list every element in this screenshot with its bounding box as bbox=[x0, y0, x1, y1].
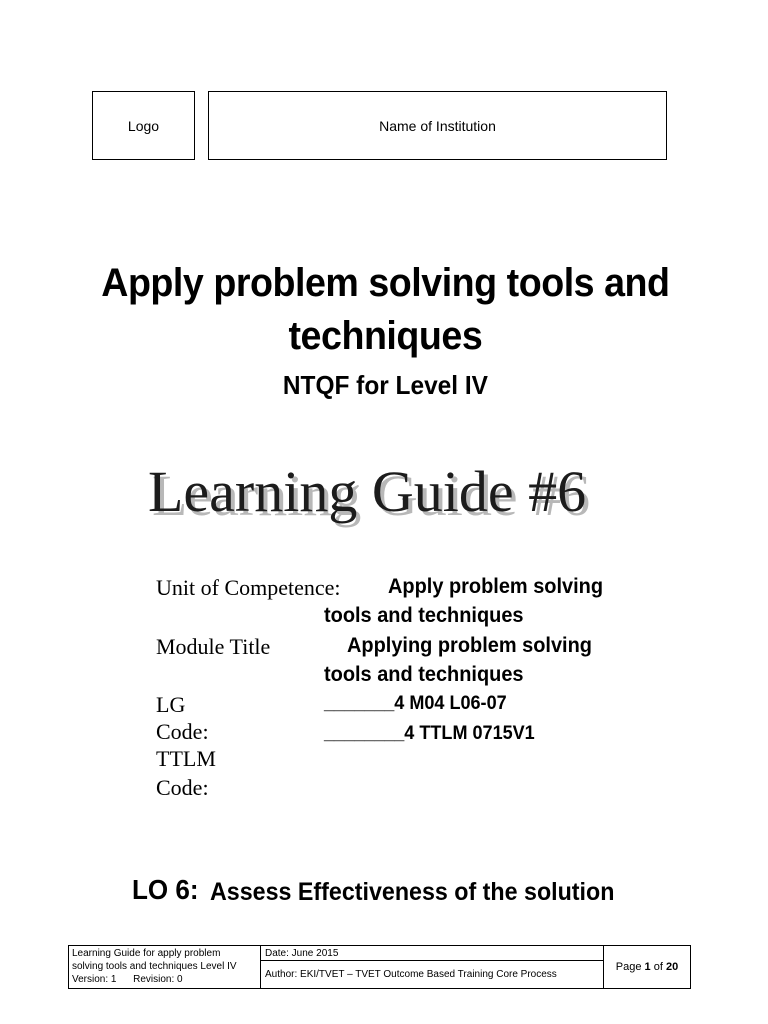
learning-guide-title: Learning Guide #6 bbox=[148, 459, 587, 524]
module-title-label: Module Title bbox=[156, 634, 271, 659]
footer-meta bbox=[261, 946, 604, 988]
logo-text: Logo bbox=[127, 117, 160, 134]
footer-version: Version: 1 Revision: 0 bbox=[72, 974, 183, 985]
footer-date: Date: June 2015 bbox=[261, 946, 603, 961]
lg-label-2: Code: bbox=[156, 719, 209, 744]
page-total: 20 bbox=[665, 960, 679, 973]
footer-author: Author: EKI/TVET – TVET Outcome Based Training Core Process bbox=[265, 969, 557, 980]
footer-guide-info bbox=[69, 946, 261, 988]
page-of: of bbox=[650, 960, 666, 973]
footer-page-number bbox=[604, 946, 690, 988]
logo-placeholder bbox=[92, 91, 195, 160]
unit-of-competence-value-2: tools and techniques bbox=[324, 604, 524, 627]
institution-name: Name of Institution bbox=[379, 117, 496, 134]
footer-guide-line-2: solving tools and techniques Level IV bbox=[72, 961, 237, 972]
page-footer bbox=[68, 945, 691, 989]
module-title-value-2: tools and techniques bbox=[324, 663, 524, 686]
document-title-line-1: Apply problem solving tools and bbox=[101, 261, 670, 305]
document-title-line-2: techniques bbox=[288, 314, 483, 358]
learning-outcome-label: LO 6: bbox=[132, 874, 199, 905]
module-title-value-1: Applying problem solving bbox=[347, 634, 592, 657]
learning-guide-heading bbox=[140, 452, 620, 532]
level-subtitle: NTQF for Level IV bbox=[282, 370, 488, 400]
learning-outcome-text: Assess Effectiveness of the solution bbox=[210, 878, 615, 906]
institution-box bbox=[208, 91, 667, 160]
unit-of-competence-label: Unit of Competence: bbox=[156, 575, 341, 600]
unit-of-competence-value-1: Apply problem solving bbox=[388, 575, 604, 598]
ttlm-label-2: Code: bbox=[156, 775, 209, 800]
ttlm-code-value: ________4 TTLM 0715V1 bbox=[324, 723, 535, 744]
page-current: 1 bbox=[644, 960, 651, 973]
lg-code-value: _______4 M04 L06-07 bbox=[324, 693, 507, 714]
page-prefix: Page bbox=[615, 960, 645, 973]
footer-guide-line-1: Learning Guide for apply problem bbox=[72, 948, 221, 959]
lg-label-1: LG bbox=[156, 692, 186, 717]
ttlm-label-1: TTLM bbox=[156, 746, 216, 771]
